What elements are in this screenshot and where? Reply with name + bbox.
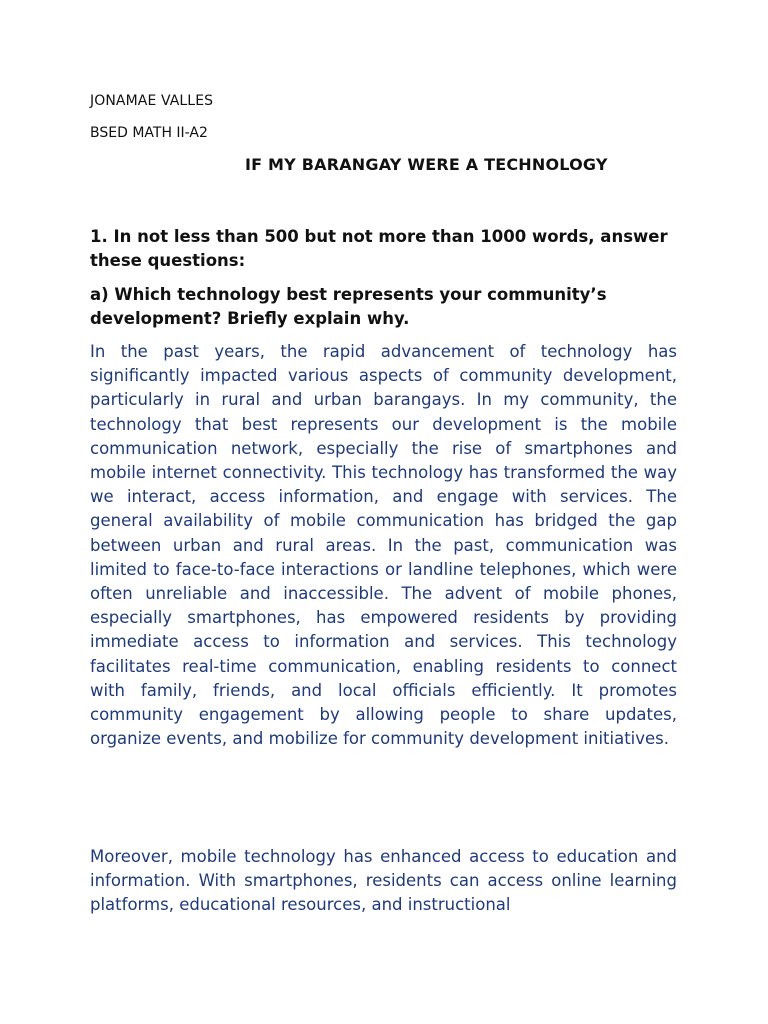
question-1: 1. In not less than 500 but not more than 1000 words, answer these questions: [90, 227, 668, 270]
course-section: BSED MATH II-A2 [90, 125, 208, 141]
answer-paragraph-2: Moreover, mobile technology has enhanced access to education and information. With smartphones, residents can access online learning platforms, educational resources, and instructional [90, 847, 677, 915]
question-a: a) Which technology best represents your community’s development? Briefly explain why. [90, 285, 607, 328]
answer-paragraph-1: In the past years, the rapid advancement of technology has significantly impacted various aspects of community development, particularly in rural and urban barangays. In my community, the technology that best represents our development is the mobile communication network, especially the rise of smartphones and mobile internet connectivity. This technology has transformed the way we interact, access information, and engage with services. The general availability of mobile communication has bridged the gap between urban and rural areas. In the past, communication was limited to face-to-face interactions or landline telephones, which were often unreliable and inaccessible. The advent of mobile phones, especially smartphones, has empowered residents by providing immediate access to information and services. This technology facilitates real-time communication, enabling residents to connect with family, friends, and local officials efficiently. It promotes community engagement by allowing people to share updates, organize events, and mobilize for community development initiatives. [90, 342, 677, 749]
author-name: JONAMAE VALLES [90, 93, 214, 109]
document-title: IF MY BARANGAY WERE A TECHNOLOGY [245, 155, 608, 174]
